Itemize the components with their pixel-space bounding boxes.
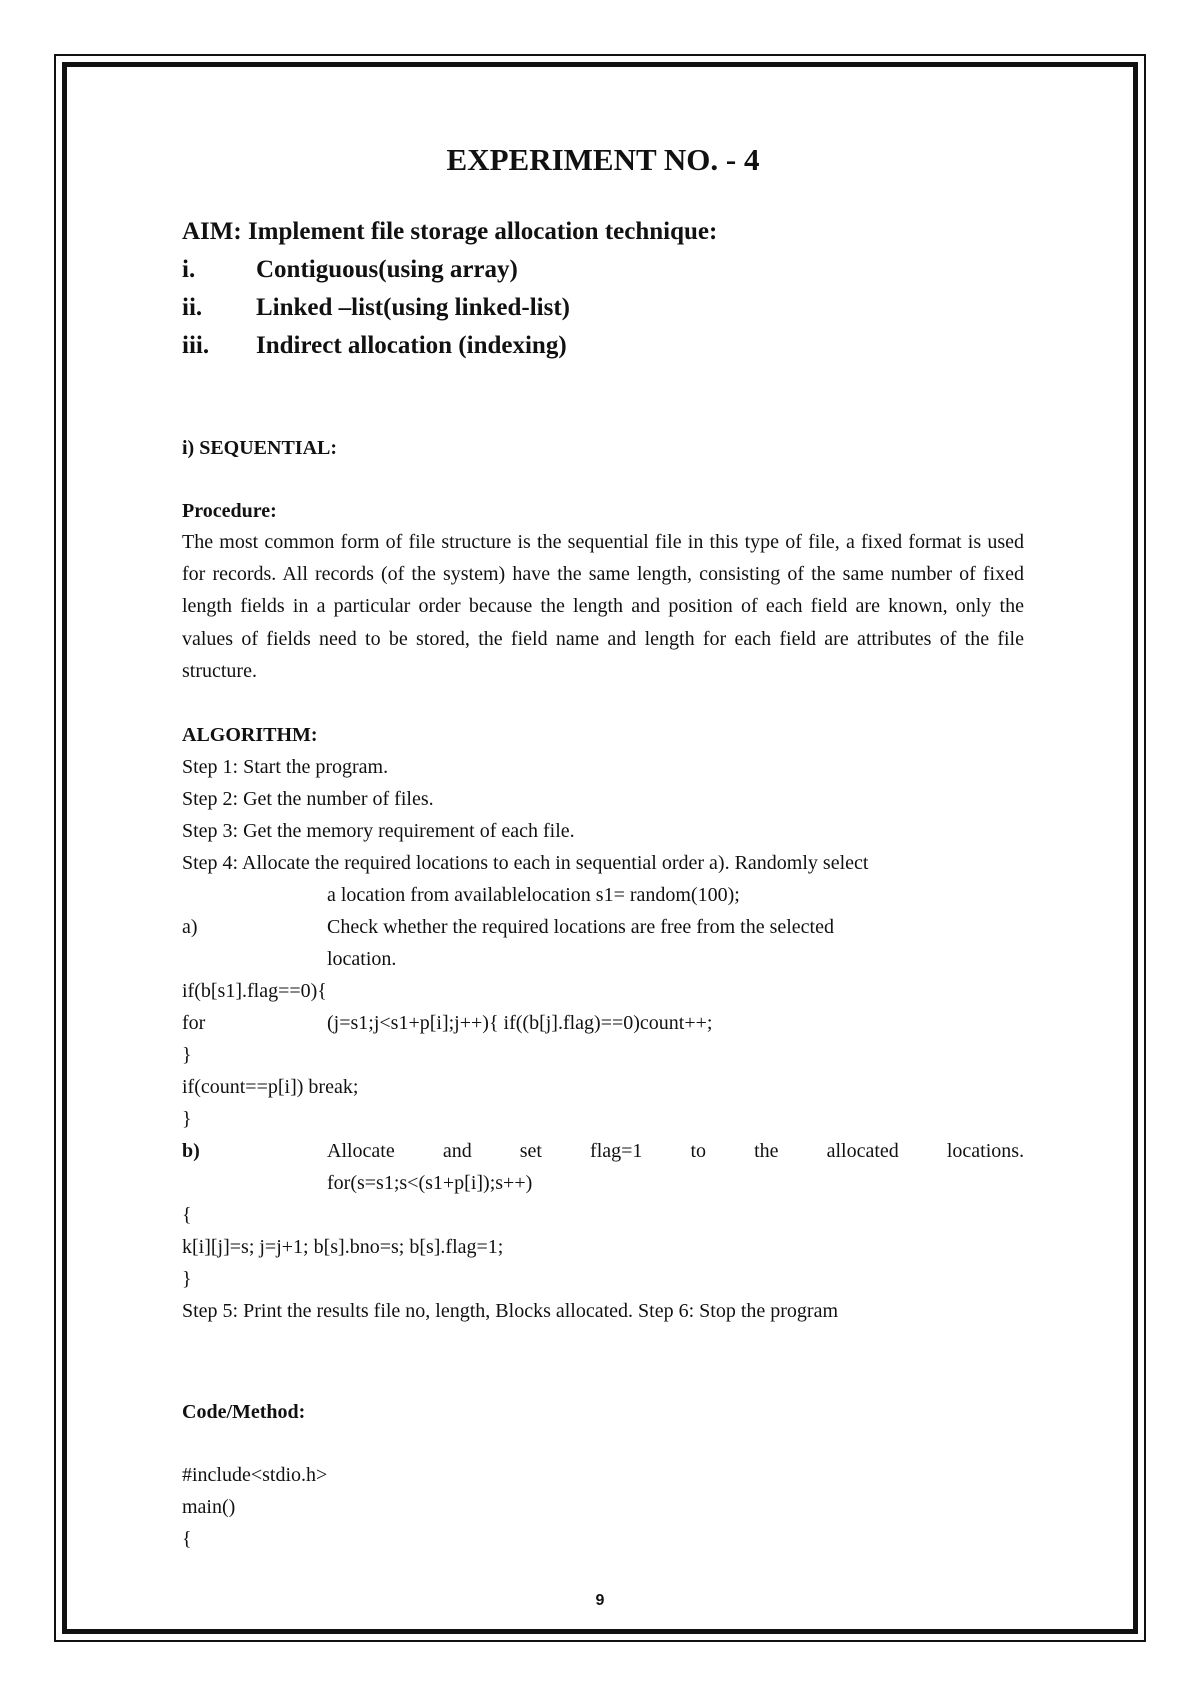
algorithm-step-4: Step 4: Allocate the required locations to each in sequential order a). Randomly select: [182, 852, 869, 874]
algorithm-step-1: Step 1: Start the program.: [182, 756, 389, 778]
substep-b-word: locations.: [946, 1140, 1025, 1162]
code-brace: {: [182, 1528, 192, 1550]
aim-item-text: Indirect allocation (indexing): [256, 332, 567, 359]
procedure-text: The most common form of file structure is the sequential file in this type of file, a fixed format is used for records. All records (of the system) have the same length, consisting of the same number of fixed length fields in a particular order because the length and position of each field are known, only the values of fields need to be stored, the field name and length for each field are attributes of the file structure.: [182, 531, 1024, 682]
code-line: if(count==p[i]) break;: [182, 1076, 359, 1098]
substep-b-word: and: [442, 1140, 472, 1162]
aim-heading: AIM: Implement file storage allocation technique:: [182, 218, 718, 245]
aim-item-number: i.: [182, 256, 196, 283]
aim-item-indexing: [182, 332, 567, 360]
page-number: 9: [595, 1592, 605, 1609]
code-brace: }: [182, 1044, 192, 1066]
algorithm-step-4-continued: a location from availablelocation s1= random(100);: [327, 884, 740, 906]
substep-a-text-continued: location.: [327, 948, 397, 970]
substep-a-label: a): [182, 916, 198, 938]
algorithm-step-3: Step 3: Get the memory requirement of each file.: [182, 820, 575, 842]
substep-b-word: the: [754, 1140, 779, 1162]
code-line: for(s=s1;s<(s1+p[i]);s++): [327, 1172, 533, 1194]
substep-b-label: b): [182, 1140, 200, 1162]
section-heading: i) SEQUENTIAL:: [182, 437, 338, 459]
substep-b-word: to: [690, 1140, 707, 1162]
aim-item-number: ii.: [182, 294, 203, 321]
procedure-heading: Procedure:: [182, 500, 277, 522]
substep-a-text: Check whether the required locations are free from the selected: [327, 916, 834, 938]
code-line: #include<stdio.h>: [182, 1464, 328, 1486]
code-brace: }: [182, 1108, 192, 1130]
substep-b-text: [327, 1139, 1024, 1163]
algorithm-step-2: Step 2: Get the number of files.: [182, 788, 434, 810]
code-line: k[i][j]=s; j=j+1; b[s].bno=s; b[s].flag=1;: [182, 1236, 504, 1258]
algorithm-heading: ALGORITHM:: [182, 724, 318, 746]
code-line: (j=s1;j<s1+p[i];j++){ if((b[j].flag)==0)count++;: [327, 1012, 713, 1034]
substep-b-word: Allocate: [327, 1140, 395, 1162]
algorithm-step-5: Step 5: Print the results file no, length, Blocks allocated. Step 6: Stop the program: [182, 1300, 839, 1322]
aim-item-text: Contiguous(using array): [256, 256, 518, 283]
code-line: main(): [182, 1496, 236, 1518]
experiment-title: EXPERIMENT NO. - 4: [446, 142, 760, 177]
code-method-heading: Code/Method:: [182, 1401, 306, 1423]
code-line: if(b[s1].flag==0){: [182, 980, 327, 1002]
code-brace: }: [182, 1268, 192, 1290]
aim-item-number: iii.: [182, 332, 210, 359]
code-brace: {: [182, 1204, 192, 1226]
for-keyword: for: [182, 1012, 206, 1034]
substep-b-word: set: [519, 1140, 542, 1162]
aim-item-text: Linked –list(using linked-list): [256, 294, 570, 321]
substep-b-word: allocated: [826, 1140, 899, 1162]
aim-item-contiguous: [182, 256, 518, 284]
substep-b-word: flag=1: [590, 1140, 643, 1162]
aim-item-linked-list: [182, 294, 570, 322]
